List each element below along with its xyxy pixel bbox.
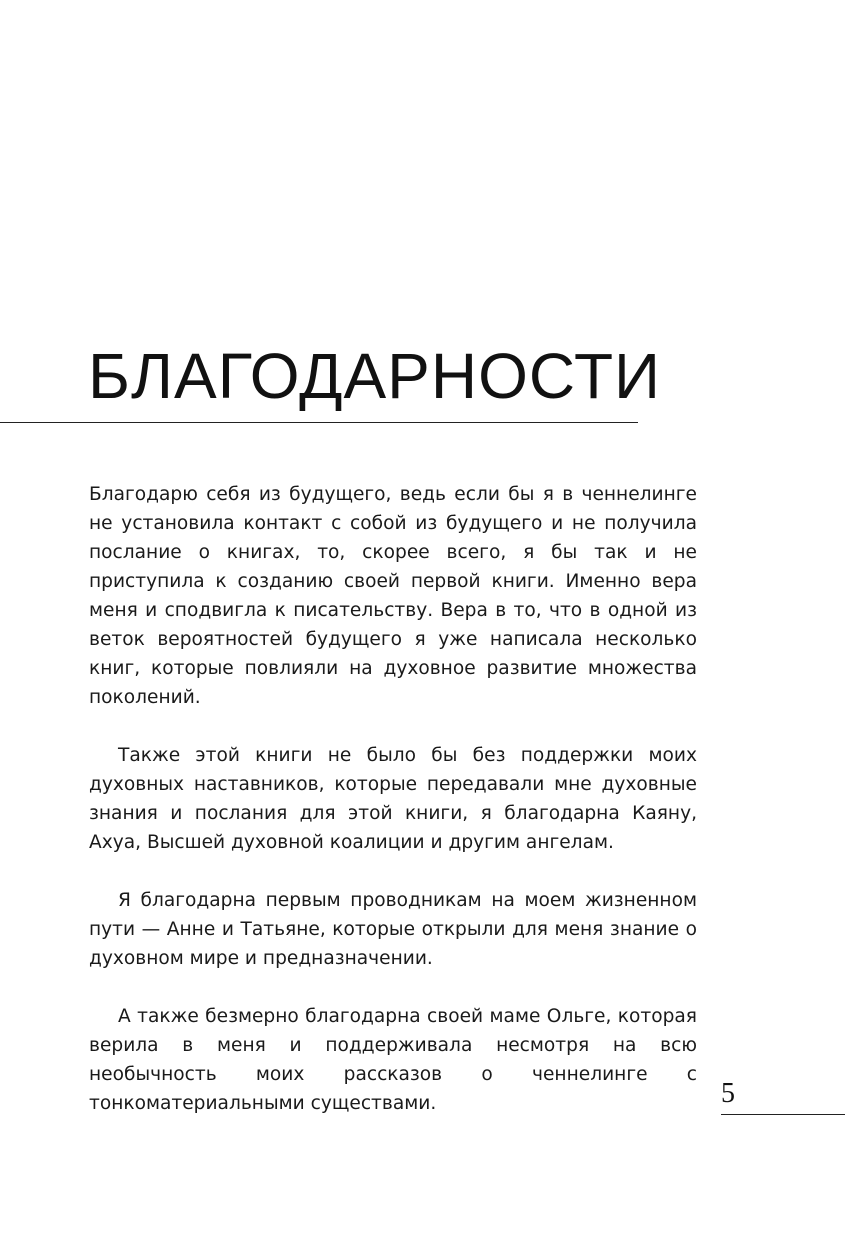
body-text [89,480,697,1147]
paragraph-4: А также безмерно благодарна своей маме Ольге, которая верила в меня и поддерживала несмотря на всю необычность моих рассказов о ченнелинге с тонкоматериальными существами. [89,1006,697,1114]
paragraph-2: Также этой книги не было бы без поддержки моих духовных наставников, которые передавали мне духовные знания и послания для этой книги, я благодарна Каяну, Ахуа, Высшей духовной коалиции и другим ангелам. [89,745,697,853]
page-title: БЛАГОДАРНОСТИ [88,340,662,412]
page-number: 5 [721,1078,735,1109]
paragraph-3: Я благодарна первым проводникам на моем жизненном пути — Анне и Татьяне, которые открыли для меня знание о духовном мире и предназначении. [89,890,697,969]
page-number-rule [721,1114,845,1115]
paragraph-1: Благодарю себя из будущего, ведь если бы я в ченнелинге не установила контакт с собой из будущего и не получила послание о книгах, то, скорее всего, я бы так и не приступила к созданию своей первой книги. Именно вера меня и сподвигла к писательству. Вера в то, что в одной из веток вероятностей будущего я уже написала несколько книг, которые повлияли на духовное развитие множества поколений. [89,484,697,708]
title-divider [0,422,638,423]
